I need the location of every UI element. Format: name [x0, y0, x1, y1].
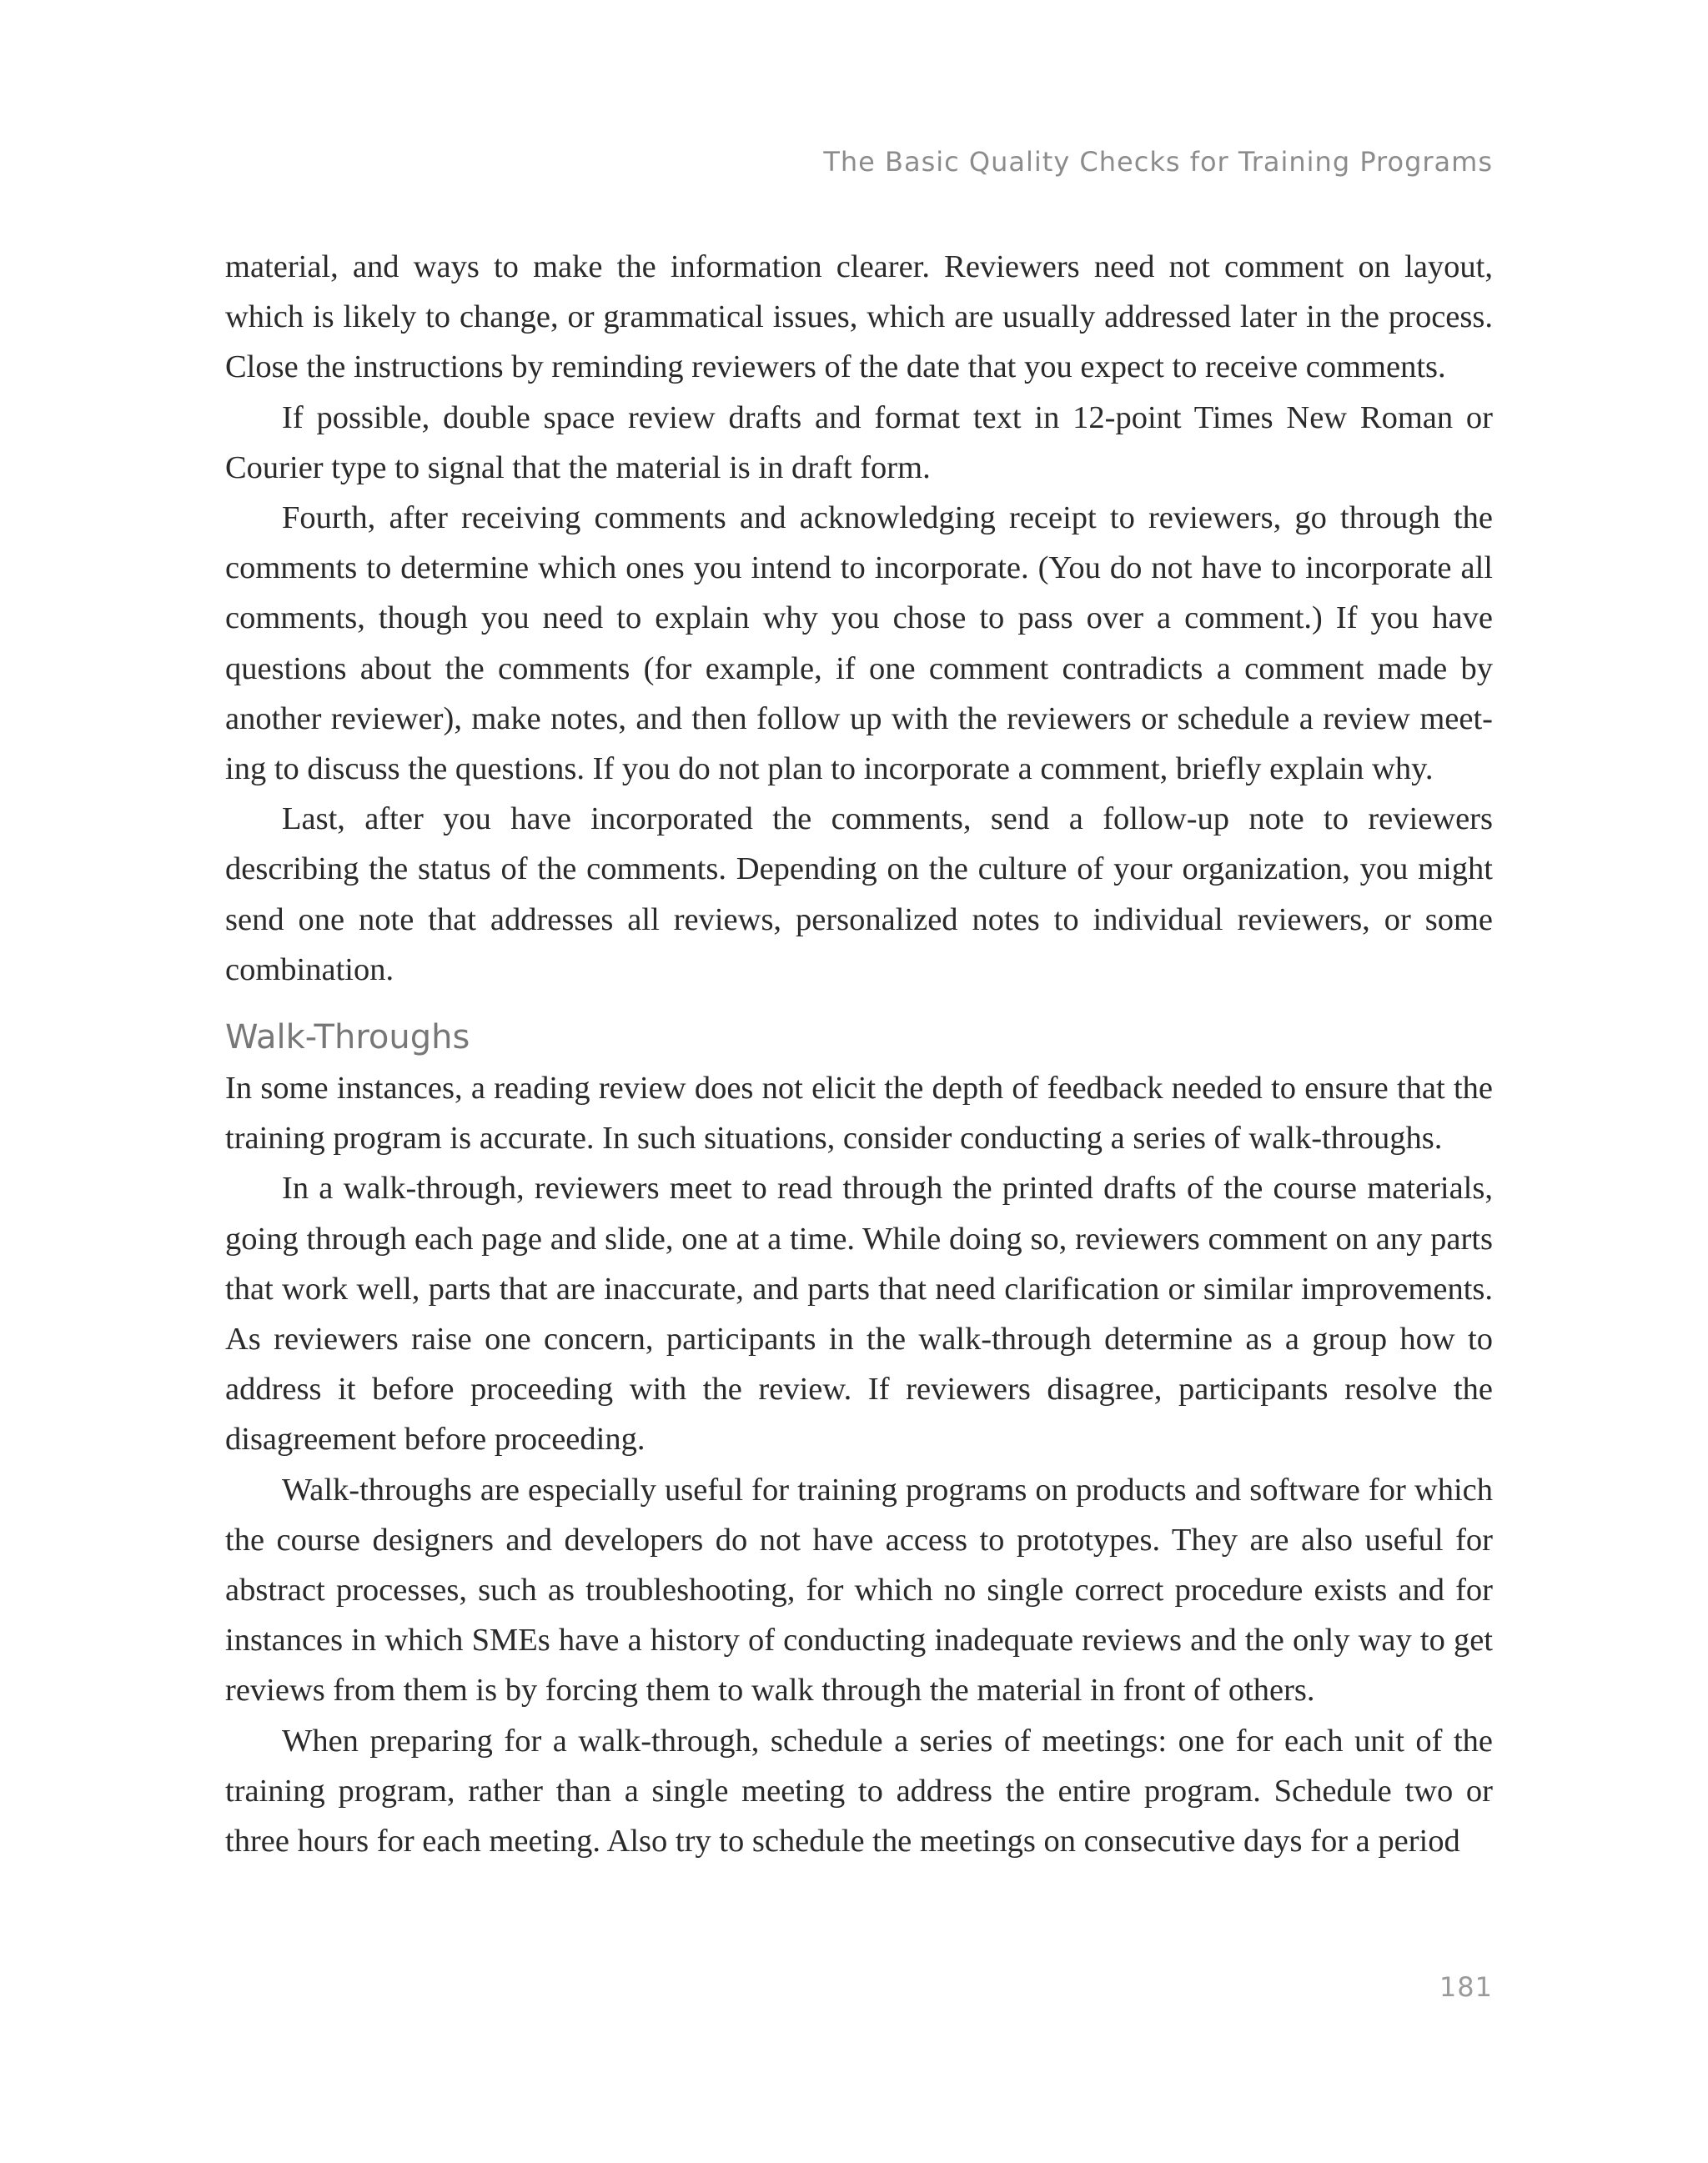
paragraph-7: Walk-throughs are especially useful for training programs on products and software for which the course designers and developers do not have access to prototypes. They are also useful for abstract processes, such as troubleshooting, for which no single correct procedure exists and for instances in which SMEs have a history of conducting inadequate reviews and the only way to get reviews from them is by forcing them to walk through the material in front of others.: [225, 1472, 1493, 1709]
paragraph-2: If possible, double space review drafts and format text in 12-point Times New Roman or Courier type to signal that the material is in draft form.: [225, 399, 1493, 485]
paragraph-3: Fourth, after receiving comments and acknowledging receipt to reviewers, go through the comments to determine which ones you intend to incorporate. (You do not have to incorporate all comments, though you need to explain why you chose to pass over a comment.) If you have questions about the comments (for example, if one comment contradicts a comment made by another reviewer), make notes, and then follow up with the reviewers or schedule a review meeting to discuss the questions. If you do not plan to incorporate a comment, briefly explain why.: [225, 500, 1493, 787]
page-number: 181: [1439, 1971, 1493, 2003]
section-heading: Walk-Throughs: [225, 1018, 470, 1057]
paragraph-1: material, and ways to make the information clearer. Reviewers need not comment on layout, which is likely to change, or grammatical issues, which are usually addressed later in the process. Close the instructions by reminding reviewers of the date that you expect to receive comments.: [225, 249, 1493, 385]
paragraph-8: When preparing for a walk-through, schedule a series of meetings: one for each unit of the training program, rather than a single meeting to address the entire program. Schedule two or three hours for each meeting. Also try to schedule the meetings on consecutive days for a period: [225, 1723, 1493, 1859]
paragraph-5: In some instances, a reading review does not elicit the depth of feedback needed to ensure that the training program is accurate. In such situations, consider conducting a series of walk-throughs.: [225, 1071, 1493, 1157]
paragraph-4: Last, after you have incorporated the comments, send a follow-up note to reviewers describing the status of the comments. Depending on the culture of your organization, you might send one note that addresses all reviews, personalized notes to individual reviewers, or some combination.: [225, 801, 1493, 987]
paragraph-6: In a walk-through, reviewers meet to read through the printed drafts of the course materials, going through each page and slide, one at a time. While doing so, reviewers comment on any parts that work well, parts that are inaccurate, and parts that need clarification or similar improvements. As reviewers raise one concern, participants in the walk-through determine as a group how to address it before proceeding with the review. If reviewers disagree, participants resolve the disagreement before proceeding.: [225, 1171, 1493, 1458]
running-head: The Basic Quality Checks for Training Programs: [823, 146, 1493, 178]
body-text: [225, 242, 1493, 1866]
